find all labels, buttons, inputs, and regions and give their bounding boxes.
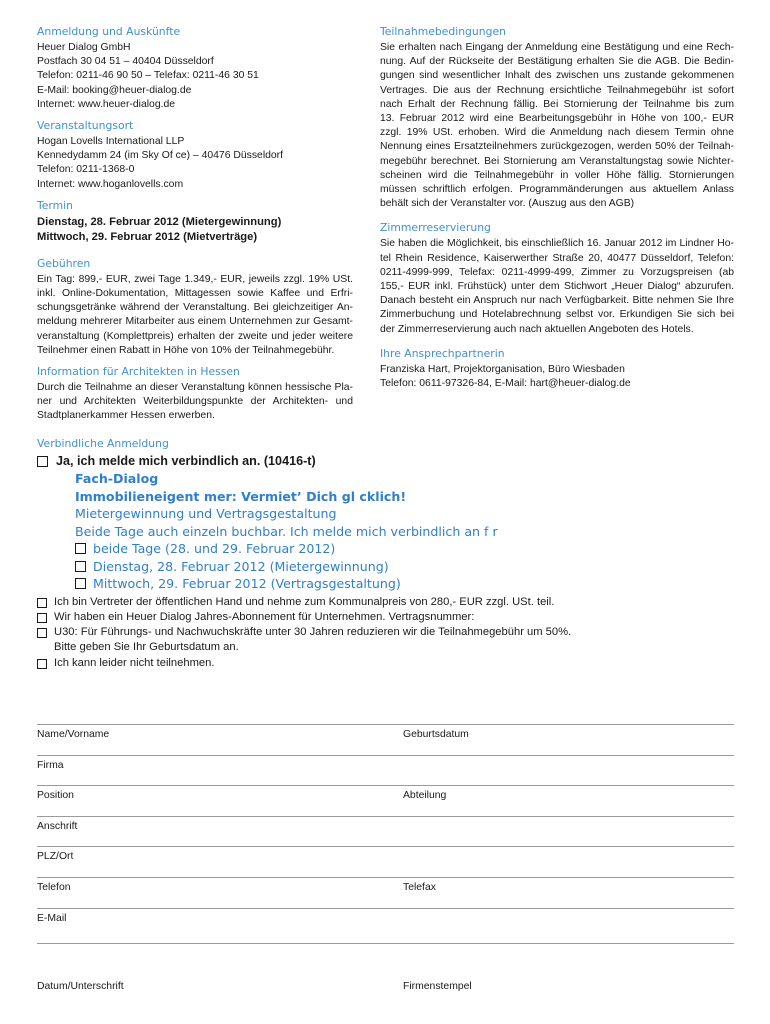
rooms-line: Zimmerbuchung und Hotelabrechnung selbst vor. Erkundigen Sie sich bei [380,309,734,321]
date-line: Mittwoch, 29. Februar 2012 (Mietverträge) [37,231,258,244]
rooms-line: tel Rhein Residence, Kaiserwerther Straße 20, 40477 Düsseldorf, Telefon: [380,252,734,264]
registration-website[interactable]: Internet: www.heuer-dialog.de [37,98,176,110]
rooms-line: Danach besteht ein Anspruch nur nach Verfügbarkeit. Bitte nehmen Sie Ihre [380,295,734,307]
form-row-city[interactable] [37,846,734,877]
registration-heading: Anmeldung und Auskünfte [37,25,181,38]
rooms-heading: Zimmerreservierung [380,221,491,235]
birthdate-field-label: Geburtsdatum [403,729,469,740]
day-option-wednesday-label: Mittwoch, 29. Februar 2012 (Vertragsgestaltung) [93,576,401,591]
architects-line: Durch die Teilnahme an dieser Veranstaltung können hessische Pla- [37,382,353,394]
main-registration-checkbox[interactable] [37,456,48,467]
date-heading: Termin [37,198,74,212]
venue-section [37,118,353,192]
booking-note: Beide Tage auch einzeln buchbar. Ich melde mich verbindlich an f r [75,523,498,539]
event-title: Immobilieneigent mer: Vermiet’ Dich gl cklich! [75,488,407,504]
subscription-label: Wir haben ein Heuer Dialog Jahres-Abonnement für Unternehmen. Vertragsnummer: [54,610,475,623]
conditions-line: megebühr berechnet. Bei Stornierung am Veranstaltungstag sowie Nichter- [380,155,734,167]
public-sector-label: Ich bin Vertreter der öffentlichen Hand und nehme zum Kommunalpreis von 280,- EUR zzgl. USt. teil. [54,595,555,608]
department-field-label: Abteilung [403,790,447,802]
day-option-tuesday[interactable] [75,558,737,576]
company-field-label: Firma [37,759,64,771]
conditions-line: Sie erhalten nach Eingang der Anmeldung eine Bestätigung und eine Rech- [380,42,734,53]
city-field-label: PLZ/Ort [37,851,74,863]
form-row-phone[interactable] [37,877,734,908]
fach-dialog-block [75,470,737,593]
conditions-line: behält sich der Veranstalter vor. (Auszug aus den AGB) [380,198,635,210]
form-row-signature[interactable] [37,943,734,992]
signature-field-label: Datum/Unterschrift [37,980,124,992]
cannot-attend-option[interactable] [37,656,737,671]
registration-email[interactable]: E-Mail: booking@heuer-dialog.de [37,84,192,96]
venue-heading: Veranstaltungsort [37,119,134,133]
address-field-label: Anschrift [37,820,78,832]
rooms-line: 0211-4999-999, Telefax: 0211-4999-499, Zimmer zu Vorzugspreisen (ab [380,266,734,278]
main-registration-label: Ja, ich melde mich verbindlich an. (10416-t) [56,454,316,468]
fees-line: meldung mehrerer Mitarbeiter aus einem Unternehmen zur Gesamt- [37,316,353,328]
registration-form-section [37,436,737,671]
day-option-both-label: beide Tage (28. und 29. Februar 2012) [93,541,336,556]
date-section [37,198,353,246]
contact-line: Franziska Hart, Projektorganisation, Büro Wiesbaden [380,363,625,375]
rooms-line: Sie haben die Möglichkeit, bis einschließlich 16. Januar 2012 im Lindner Ho- [380,238,734,250]
day-option-wednesday-checkbox[interactable] [75,578,86,589]
main-registration-checkbox-row[interactable] [37,453,737,470]
form-row-position[interactable] [37,785,734,816]
day-option-both[interactable] [75,540,737,558]
conditions-section [380,24,734,211]
fees-line: schungsgetränke während der Veranstaltung. Bei gleichzeitiger An- [37,302,353,314]
architects-heading: Information für Architekten in Hessen [37,365,240,379]
conditions-line: Nennung eines Ersatzteilnehmers zurückgezogen, werden 50% der Teilnah- [380,141,734,153]
contact-section [380,346,734,391]
fees-heading: Gebühren [37,256,91,270]
day-option-both-checkbox[interactable] [75,543,86,554]
rooms-section [380,220,734,336]
subscription-option[interactable] [37,610,737,625]
company-stamp-label: Firmenstempel [403,980,472,992]
contact-line: Telefon: 0611-97326-84, E-Mail: hart@heuer-dialog.de [380,378,631,390]
additional-options [37,595,737,671]
position-field-label: Position [37,790,74,802]
conditions-line: nach Erhalt der Rechnung fällig. Bei Stornierung der Teilnahme bis zum [380,98,734,110]
event-subtitle: Mietergewinnung und Vertragsgestaltung [75,506,337,521]
form-row-name[interactable] [37,724,734,755]
contact-form [37,724,734,992]
phone-field-label: Telefon [37,881,71,893]
venue-line: Telefon: 0211-1368-0 [37,164,135,176]
u30-note: Bitte geben Sie Ihr Geburtsdatum an. [54,641,239,654]
date-line: Dienstag, 28. Februar 2012 (Mietergewinnung) [37,215,282,228]
fees-line: Teilnehmer einen Rabatt in Höhe von 10% der Teilnahmegebühr. [37,344,335,356]
subscription-checkbox[interactable] [37,613,47,623]
form-row-company[interactable] [37,755,734,786]
conditions-heading: Teilnahmebedingungen [380,25,506,38]
registration-line: Heuer Dialog GmbH [37,42,131,53]
form-row-email[interactable] [37,908,734,943]
fax-field-label: Telefax [403,881,436,893]
public-sector-checkbox[interactable] [37,598,47,608]
fees-line: inkl. Online-Dokumentation, Mittagessen sowie Kaffee und Erfri- [37,288,353,300]
form-row-address[interactable] [37,816,734,847]
registration-section [37,24,353,112]
email-field-label: E-Mail [37,912,67,924]
conditions-line: Vertrages. Die aus der Rechnung ersichtliche Teilnahmegebühr ist sofort [380,84,734,96]
left-column [37,24,353,430]
day-option-tuesday-checkbox[interactable] [75,561,86,572]
name-field-label: Name/Vorname [37,729,110,740]
fees-line: Ein Tag: 899,- EUR, zwei Tage 1.349,- EUR, jeweils zzgl. 19% USt. [37,273,353,285]
fees-line: veranstaltung (Komplettpreis) erhalten der zweite und jeder weitere [37,330,353,342]
fach-dialog-label: Fach-Dialog [75,471,159,486]
day-option-wednesday[interactable] [75,575,737,593]
conditions-line: nung. Auf der Rückseite der Bestätigung erhalten Sie die AGB. Die Bedin- [380,56,734,68]
architects-section [37,364,353,424]
venue-website[interactable]: Internet: www.hoganlovells.com [37,178,184,190]
conditions-line: scheinen wird die Teilnahmegebühr in voller Höhe fällig. Stornierungen [380,169,734,181]
u30-checkbox[interactable] [37,628,47,638]
rooms-line: 155,- EUR inkl. Frühstück) unter dem Stichwort „Heuer Dialog“ abzurufen. [380,281,734,293]
architects-line: ner und Architekten Weiterbildungspunkte der Architekten- und [37,396,353,408]
fees-section [37,256,353,358]
registration-line: Postfach 30 04 51 – 40404 Düsseldorf [37,56,214,68]
conditions-line: gungen sind wesentlicher Inhalt des zwischen uns zustande gekommenen [380,70,734,82]
u30-option[interactable] [37,625,737,640]
venue-line: Kennedydamm 24 (im Sky Of ce) – 40476 Düsseldorf [37,150,284,162]
public-sector-option[interactable] [37,595,737,610]
conditions-line: 13. Februar 2012 wird eine Bearbeitungsgebühr in Höhe von 100,- EUR [380,113,734,125]
u30-label: U30: Für Führungs- und Nachwuchskräfte unter 30 Jahren reduzieren wir die Teilnahmegebühr um 50%. [54,626,572,639]
conditions-line: müssen schriftlich erfolgen. Programmänderungen aus aktuellem Anlass [380,184,734,196]
binding-registration-heading: Verbindliche Anmeldung [37,437,169,450]
contact-heading: Ihre Ansprechpartnerin [380,346,505,360]
rooms-line: der Zimmerreservierung auch nach aktuellen Angeboten des Hotels. [380,323,694,335]
registration-line: Telefon: 0211-46 90 50 – Telefax: 0211-46 30 51 [37,70,259,82]
venue-line: Hogan Lovells International LLP [37,136,185,148]
conditions-line: zzgl. 19% USt. erhoben. Wird die Anmeldung nach diesem Termin ohne [380,127,734,139]
cannot-attend-checkbox[interactable] [37,659,47,669]
day-option-tuesday-label: Dienstag, 28. Februar 2012 (Mietergewinnung) [93,558,389,574]
right-column [380,24,734,397]
cannot-attend-label: Ich kann leider nicht teilnehmen. [54,656,215,669]
architects-line: Stadtplanerkammer Hessen erwerben. [37,410,215,422]
